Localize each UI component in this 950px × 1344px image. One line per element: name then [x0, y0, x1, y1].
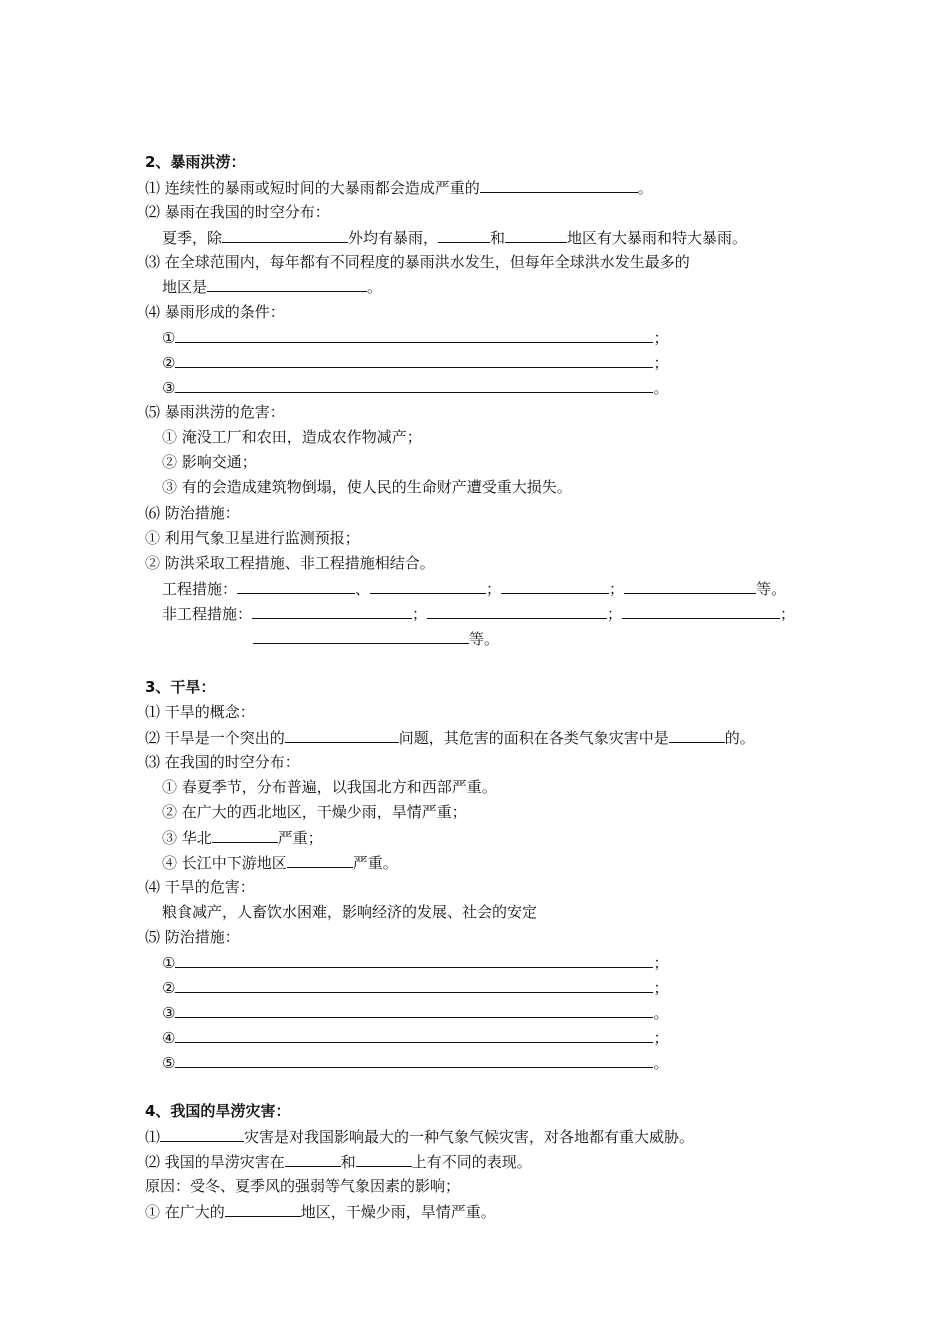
s4-i1a: ① 在广大的	[145, 1203, 225, 1221]
non-end: 等。	[469, 630, 500, 648]
eng-sep-3: ；	[609, 580, 625, 598]
s2-q3-line2	[162, 276, 382, 297]
non-sep-1: ；	[412, 605, 428, 623]
fill-blank[interactable]	[624, 578, 756, 594]
s3-q4-body: 粮食减产，人畜饮水困难，影响经济的发展、社会的安定	[162, 903, 538, 921]
fill-blank[interactable]	[622, 603, 780, 619]
s3-q3-i4a: ④ 长江中下游地区	[162, 854, 287, 872]
fill-blank[interactable]	[252, 603, 412, 619]
eng-label: 工程措施：	[162, 580, 238, 598]
s2-q5-item-1: ① 淹没工厂和农田，造成农作物减产；	[162, 428, 422, 446]
fill-blank[interactable]	[669, 727, 725, 743]
s3-q5-item	[162, 952, 668, 973]
eng-end: 等。	[756, 580, 787, 598]
s2-non-engineering-measures	[162, 603, 795, 624]
eng-sep-2: ；	[486, 580, 502, 598]
s2-q3-line1: ⑶ 在全球范围内，每年都有不同程度的暴雨洪水发生，但每年全球洪水发生最多的	[145, 253, 690, 271]
s4-q2	[145, 1151, 532, 1172]
fill-blank[interactable]	[175, 1027, 653, 1043]
fill-blank[interactable]	[225, 1201, 301, 1217]
fill-blank[interactable]	[175, 352, 653, 368]
non-sep-3: ；	[780, 605, 796, 623]
fill-blank[interactable]	[501, 578, 609, 594]
s3-q2-a: ⑵ 干旱是一个突出的	[145, 729, 285, 747]
s4-q1-a: ⑴	[145, 1128, 161, 1146]
s2-q6-item-1: ① 利用气象卫星进行监测预报；	[145, 529, 360, 547]
s2-q4-m2: ②	[162, 354, 176, 372]
fill-blank[interactable]	[160, 1126, 244, 1142]
s4-q2-a: ⑵ 我国的旱涝灾害在	[145, 1153, 285, 1171]
s2-q6: ⑹ 防治措施：	[145, 504, 240, 522]
fill-blank[interactable]	[438, 227, 490, 243]
fill-blank[interactable]	[480, 177, 638, 193]
s2-q4-item	[162, 377, 668, 398]
s3-q3-item-3	[162, 827, 323, 848]
s2-q5-item-3: ③ 有的会造成建筑物倒塌，使人民的生命财产遭受重大损失。	[162, 478, 572, 496]
eng-sep-1: 、	[355, 580, 371, 598]
fill-blank[interactable]	[175, 1052, 653, 1068]
s3-q5-e1: ；	[653, 954, 669, 972]
s3-q3-i3a: ③ 华北	[162, 829, 212, 847]
fill-blank[interactable]	[253, 628, 469, 644]
s2-q5: ⑸ 暴雨洪涝的危害：	[145, 403, 285, 421]
s3-q5-item	[162, 1027, 668, 1048]
fill-blank[interactable]	[175, 327, 653, 343]
s2-engineering-measures	[162, 578, 786, 599]
fill-blank[interactable]	[207, 276, 367, 292]
s4-q2-c: 上有不同的表现。	[411, 1153, 532, 1171]
s2-q1-text: ⑴ 连续性的暴雨或短时间的大暴雨都会造成严重的	[145, 179, 480, 197]
s3-q5-e3: 。	[653, 1004, 669, 1022]
s4-item-1	[145, 1201, 496, 1222]
s3-q5-m1: ①	[162, 954, 176, 972]
s2-q5-item-2: ② 影响交通；	[162, 453, 257, 471]
s3-q4: ⑷ 干旱的危害：	[145, 878, 255, 896]
non-sep-2: ；	[607, 605, 623, 623]
fill-blank[interactable]	[222, 227, 348, 243]
s3-q3-i3b: 严重；	[277, 829, 323, 847]
s2-q3-l2: 地区是	[162, 278, 208, 296]
fill-blank[interactable]	[505, 227, 567, 243]
s2-q2-d: 地区有大暴雨和特大暴雨。	[567, 229, 748, 247]
non-label: 非工程措施：	[162, 605, 253, 623]
s3-q2-b: 问题，其危害的面积在各类气象灾害中是	[398, 729, 669, 747]
s3-q3-i4b: 严重。	[352, 854, 398, 872]
s2-q3-end: 。	[367, 278, 383, 296]
s2-q2-detail	[162, 227, 747, 248]
fill-blank[interactable]	[285, 1151, 341, 1167]
s2-q6-item-2: ② 防洪采取工程措施、非工程措施相结合。	[145, 554, 435, 572]
section-4-title: 4、我国的旱涝灾害：	[145, 1102, 291, 1120]
s3-q3-item-2: ② 在广大的西北地区，干燥少雨，旱情严重；	[162, 803, 467, 821]
s2-q4-item	[162, 352, 668, 373]
fill-blank[interactable]	[285, 727, 399, 743]
s3-q1: ⑴ 干旱的概念：	[145, 703, 255, 721]
s2-q4-e3: 。	[653, 379, 669, 397]
s3-q5-m3: ③	[162, 1004, 176, 1022]
s3-q5-e4: ；	[653, 1029, 669, 1047]
s2-q1-end: 。	[637, 179, 653, 197]
s2-q4-m1: ①	[162, 329, 176, 347]
s3-q5: ⑸ 防治措施：	[145, 928, 240, 946]
section-3-title: 3、干旱：	[145, 678, 216, 696]
fill-blank[interactable]	[427, 603, 607, 619]
section-2-title: 2、暴雨洪涝：	[145, 153, 246, 171]
fill-blank[interactable]	[175, 377, 653, 393]
s4-q2-b: 和	[340, 1153, 356, 1171]
s3-q5-m4: ④	[162, 1029, 176, 1047]
s3-q5-item	[162, 1052, 668, 1073]
s3-q5-e5: 。	[653, 1054, 669, 1072]
s2-q4-item	[162, 327, 668, 348]
s2-q4: ⑷ 暴雨形成的条件：	[145, 303, 285, 321]
s3-q3-item-4	[162, 852, 398, 873]
fill-blank[interactable]	[175, 977, 653, 993]
s2-non-engineering-cont	[253, 628, 499, 649]
s3-q3: ⑶ 在我国的时空分布：	[145, 753, 300, 771]
s2-q1	[145, 177, 653, 198]
fill-blank[interactable]	[212, 827, 278, 843]
s4-reason: 原因：受冬、夏季风的强弱等气象因素的影响；	[145, 1177, 461, 1195]
s4-q1	[145, 1126, 694, 1147]
s2-q2: ⑵ 暴雨在我国的时空分布：	[145, 203, 330, 221]
s3-q5-m2: ②	[162, 979, 176, 997]
s3-q5-item	[162, 1002, 668, 1023]
fill-blank[interactable]	[356, 1151, 412, 1167]
fill-blank[interactable]	[175, 1002, 653, 1018]
s3-q5-item	[162, 977, 668, 998]
s4-q1-b: 灾害是对我国影响最大的一种气象气候灾害，对各地都有重大威胁。	[244, 1128, 695, 1146]
s2-q4-e2: ；	[653, 354, 669, 372]
s3-q5-m5: ⑤	[162, 1054, 176, 1072]
s3-q3-item-1: ① 春夏季节，分布普遍，以我国北方和西部严重。	[162, 778, 497, 796]
s3-q2-c: 的。	[724, 729, 755, 747]
s2-q2-b: 外均有暴雨，	[348, 229, 439, 247]
fill-blank[interactable]	[175, 952, 653, 968]
s2-q4-e1: ；	[653, 329, 669, 347]
fill-blank[interactable]	[237, 578, 355, 594]
s2-q4-m3: ③	[162, 379, 176, 397]
s2-q2-a: 夏季，除	[162, 229, 223, 247]
s3-q5-e2: ；	[653, 979, 669, 997]
s4-i1b: 地区，干燥少雨，旱情严重。	[300, 1203, 496, 1221]
fill-blank[interactable]	[370, 578, 486, 594]
s3-q2	[145, 727, 755, 748]
s2-q2-c: 和	[490, 229, 506, 247]
fill-blank[interactable]	[287, 852, 353, 868]
